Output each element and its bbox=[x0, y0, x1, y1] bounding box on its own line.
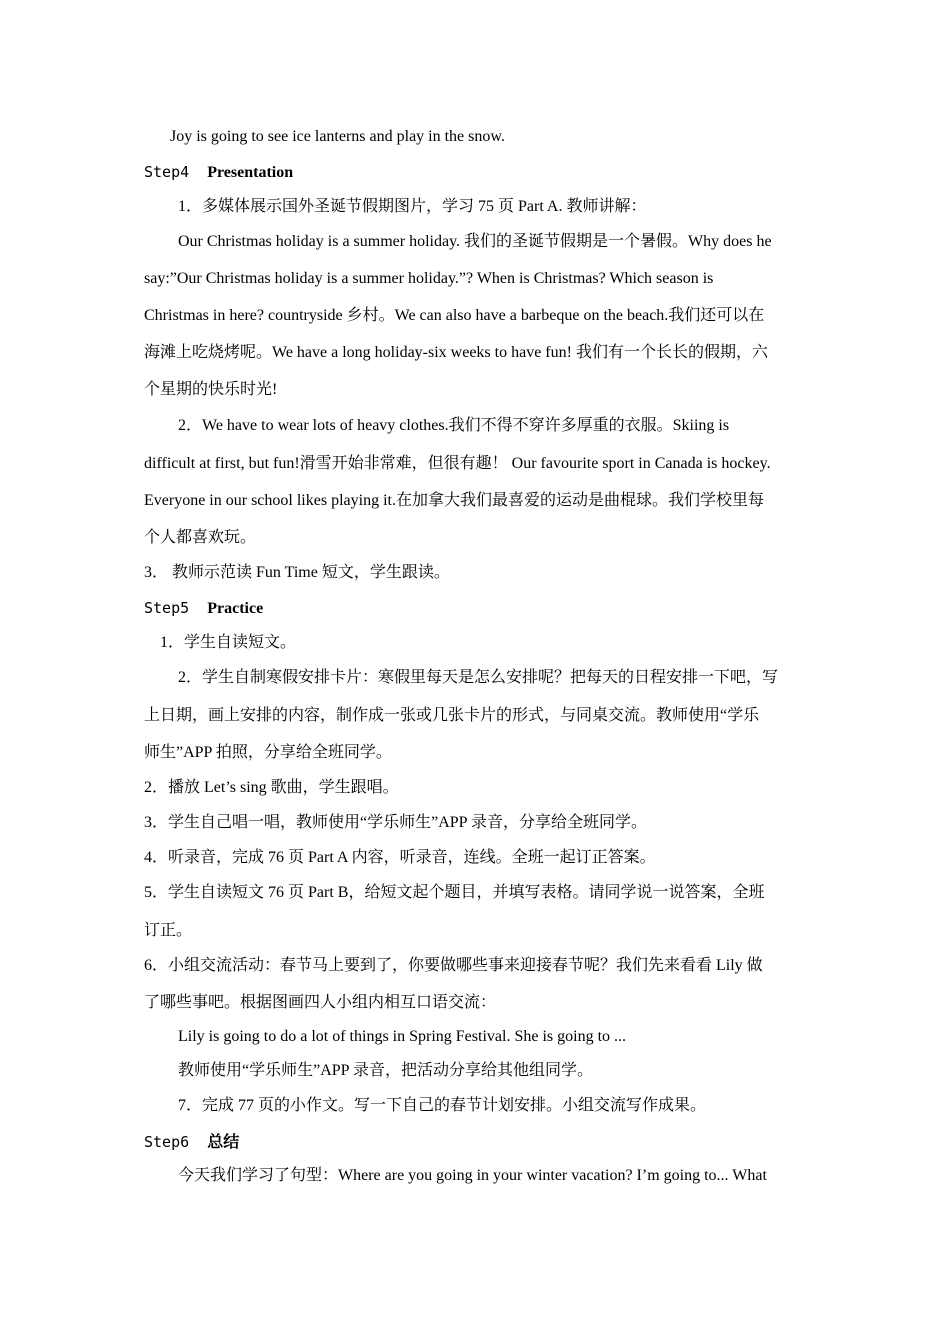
example-sentence: Lily is going to do a lot of things in Spring Festival. She is going to ... bbox=[178, 1028, 627, 1045]
step5-item-listen: 4．听录音，完成 76 页 Part A 内容，听录音，连线。全班一起订正答案。 bbox=[144, 849, 656, 866]
step4-heading bbox=[144, 162, 293, 183]
intro-sentence: Joy is going to see ice lanterns and play in the snow. bbox=[170, 128, 505, 145]
paragraph-line: 上日期，画上安排的内容，制作成一张或几张卡片的形式，与同桌交流。教师使用“学乐 bbox=[144, 707, 760, 724]
step5-item-sing: 2．播放 Let’s sing 歌曲，学生跟唱。 bbox=[144, 779, 399, 796]
step4-item-1: 1．多媒体展示国外圣诞节假期图片，学习 75 页 Part A. 教师讲解： bbox=[178, 198, 647, 215]
step5-item-2: 2．学生自制寒假安排卡片：寒假里每天是怎么安排呢？把每天的日程安排一下吧，写 bbox=[178, 669, 779, 686]
paragraph-line: 个人都喜欢玩。 bbox=[144, 529, 257, 546]
step5-item-record: 3．学生自己唱一唱，教师使用“学乐师生”APP 录音，分享给全班同学。 bbox=[144, 814, 647, 831]
paragraph-line: 海滩上吃烧烤呢。We have a long holiday-six weeks to have fun! 我们有一个长长的假期，六 bbox=[144, 344, 768, 361]
paragraph-line: 师生”APP 拍照，分享给全班同学。 bbox=[144, 744, 392, 761]
step5-item-7: 7．完成 77 页的小作文。写一下自己的春节计划安排。小组交流写作成果。 bbox=[178, 1097, 707, 1114]
step4-prefix: Step4 bbox=[144, 163, 190, 181]
paragraph-line: 个星期的快乐时光! bbox=[144, 381, 278, 398]
step6-title: 总结 bbox=[207, 1134, 240, 1151]
step4-item-3: 3． 教师示范读 Fun Time 短文，学生跟读。 bbox=[144, 564, 450, 581]
paragraph-line: say:”Our Christmas holiday is a summer holiday.”? When is Christmas? Which season is bbox=[144, 270, 714, 287]
summary-line: 今天我们学习了句型：Where are you going in your winter vacation? I’m going to... What bbox=[178, 1167, 767, 1184]
paragraph-line: Everyone in our school likes playing it.在加拿大我们最喜爱的运动是曲棍球。我们学校里每 bbox=[144, 492, 764, 509]
step5-item-1: 1．学生自读短文。 bbox=[160, 634, 297, 651]
paragraph-line: 教师使用“学乐师生”APP 录音，把活动分享给其他组同学。 bbox=[178, 1062, 593, 1079]
step4-item-2: 2．We have to wear lots of heavy clothes.我们不得不穿许多厚重的衣服。Skiing is bbox=[178, 417, 730, 434]
step5-prefix: Step5 bbox=[144, 599, 190, 617]
paragraph-line: difficult at first, but fun!滑雪开始非常难，但很有趣！ Our favourite sport in Canada is hockey. bbox=[144, 455, 771, 472]
paragraph-line: Our Christmas holiday is a summer holiday. 我们的圣诞节假期是一个暑假。Why does he bbox=[178, 233, 772, 250]
step4-title: Presentation bbox=[207, 164, 294, 181]
paragraph-line: Christmas in here? countryside 乡村。We can also have a barbeque on the beach.我们还可以在 bbox=[144, 307, 765, 324]
paragraph-line: 了哪些事吧。根据图画四人小组内相互口语交流： bbox=[144, 994, 497, 1011]
step6-prefix: Step6 bbox=[144, 1133, 190, 1151]
paragraph-line: 订正。 bbox=[144, 922, 193, 939]
step6-heading bbox=[144, 1132, 239, 1153]
step5-title: Practice bbox=[207, 600, 264, 617]
step5-heading bbox=[144, 598, 263, 619]
step5-item-read: 5．学生自读短文 76 页 Part B，给短文起个题目，并填写表格。请同学说一说答案，全班 bbox=[144, 884, 765, 901]
step5-item-group: 6．小组交流活动：春节马上要到了，你要做哪些事来迎接春节呢？我们先来看看 Lily 做 bbox=[144, 957, 763, 974]
